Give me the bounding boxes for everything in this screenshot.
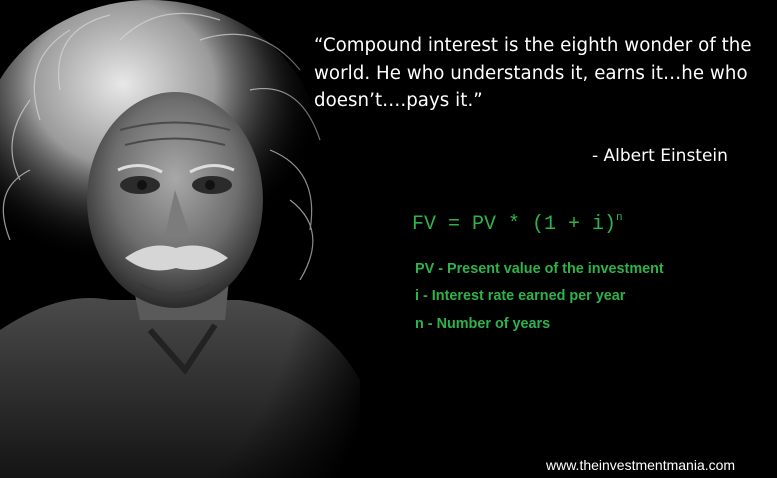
quote-line-1: “Compound interest is the eighth wonder of the [314,35,752,56]
quote-author: - Albert Einstein [592,146,728,166]
definition-pv: PV - Present value of the investment [415,261,664,277]
definition-n: n - Number of years [415,316,551,332]
quote-line-3: doesn’t….pays it.” [314,90,483,111]
formula-exponent: n [616,212,623,224]
quote-line-2: world. He who understands it, earns it…he who [314,62,748,84]
definition-i: i - Interest rate earned per year [415,288,626,304]
einstein-quote [314,32,772,115]
future-value-formula [412,212,623,236]
website-watermark: www.theinvestmentmania.com [546,457,736,473]
einstein-portrait [0,0,360,478]
formula-base: FV = PV * (1 + i) [412,213,617,236]
